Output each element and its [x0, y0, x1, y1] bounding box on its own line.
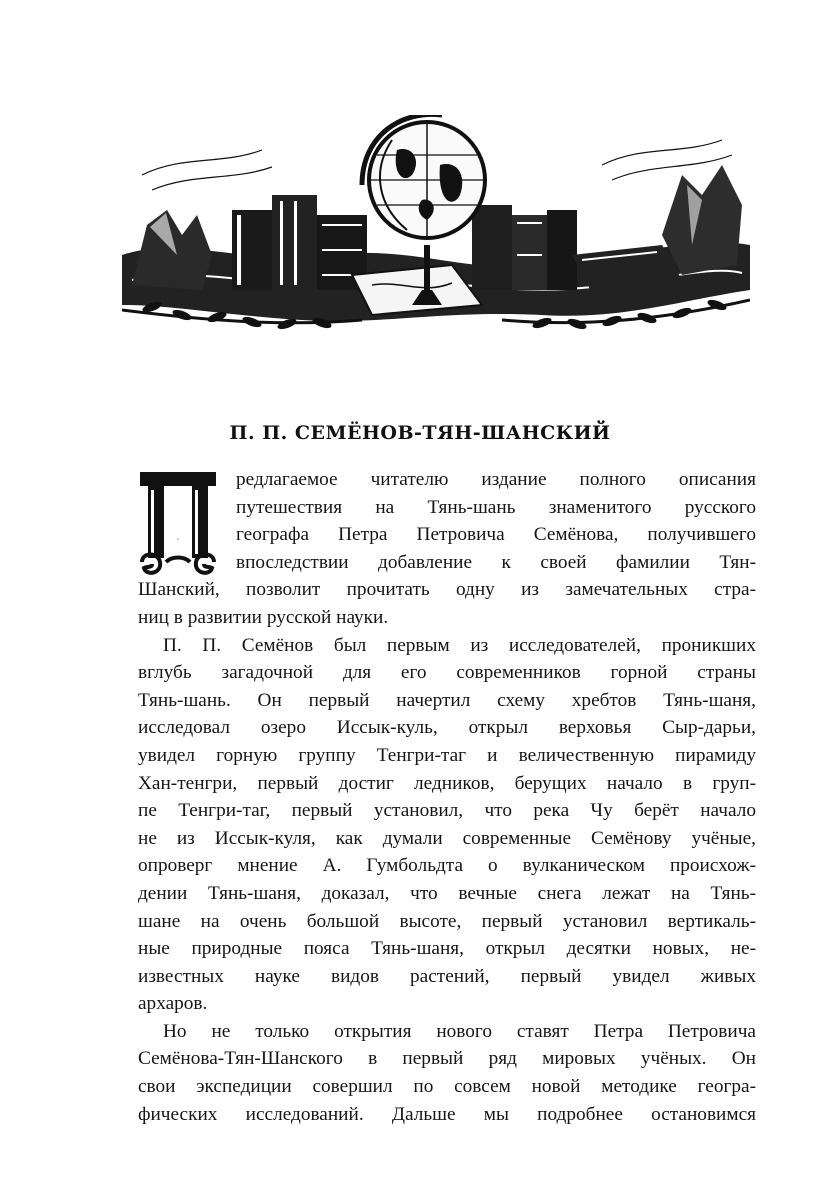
text-line: впоследствии добавление к своей фамилии Тян- [236, 551, 756, 573]
text-line: Тянь-шань. Он первый начертил схему хребтов Тянь-шаня, [138, 689, 756, 711]
drop-cap-letter [138, 470, 218, 578]
svg-text:П: П [177, 539, 179, 541]
text-line: не из Иссык-куля, как думали современные Семёнову учёные, [138, 827, 756, 849]
text-line: П. П. Семёнов был первым из исследователей, проникших [163, 634, 756, 656]
paragraph-2 [138, 632, 756, 1018]
text-line: известных науке видов растений, первый увидел живых [138, 965, 756, 987]
text-line: архаров. [138, 993, 208, 1015]
text-line: свои экспедиции совершил по совсем новой методике геогра- [138, 1076, 756, 1098]
text-line: шане на очень большой высоте, первый установил вертикаль- [138, 910, 756, 932]
text-line: редлагаемое читателю издание полного описания [236, 469, 756, 490]
text-line: Шанский, позволит прочитать одну из замечательных стра- [138, 579, 756, 601]
text-line: Но не только открытия нового ставят Петра Петровича [163, 1020, 756, 1042]
text-line: пе Тенгри-таг, первый установил, что река Чу берёт начало [138, 800, 756, 822]
text-line: исследовал озеро Иссык-куль, открыл верховья Сыр-дарьи, [138, 717, 756, 739]
article-body [138, 466, 756, 1128]
text-line: увидел горную группу Тенгри-таг и величественную пирамиду [138, 744, 756, 766]
text-line: Хан-тенгри, первый достиг ледников, берущих начало в груп- [138, 772, 756, 794]
text-line: Семёнова-Тян-Шанского в первый ряд мировых учёных. Он [138, 1048, 756, 1070]
text-line: фических исследований. Дальше мы подробнее остановимся [138, 1103, 756, 1125]
text-line: вглубь загадочной для его современников горной страны [138, 662, 756, 684]
text-line: путешествия на Тянь-шань знаменитого русского [236, 496, 756, 518]
chapter-title: П. П. СЕМЁНОВ-ТЯН-ШАНСКИЙ [229, 422, 611, 444]
text-line: опроверг мнение А. Гумбольдта о вулканическом происхож- [138, 855, 756, 877]
globe-books-vignette-illustration [122, 115, 750, 335]
text-line: дении Тянь-шаня, доказал, что вечные снега лежат на Тянь- [138, 882, 756, 904]
text-line: географа Петра Петровича Семёнова, получившего [236, 524, 756, 546]
paragraph-3 [138, 1018, 756, 1128]
text-line: ниц в развитии русской науки. [138, 606, 389, 628]
paragraph-1 [138, 466, 756, 632]
text-line: ные природные пояса Тянь-шаня, открыл десятки новых, не- [138, 938, 756, 960]
